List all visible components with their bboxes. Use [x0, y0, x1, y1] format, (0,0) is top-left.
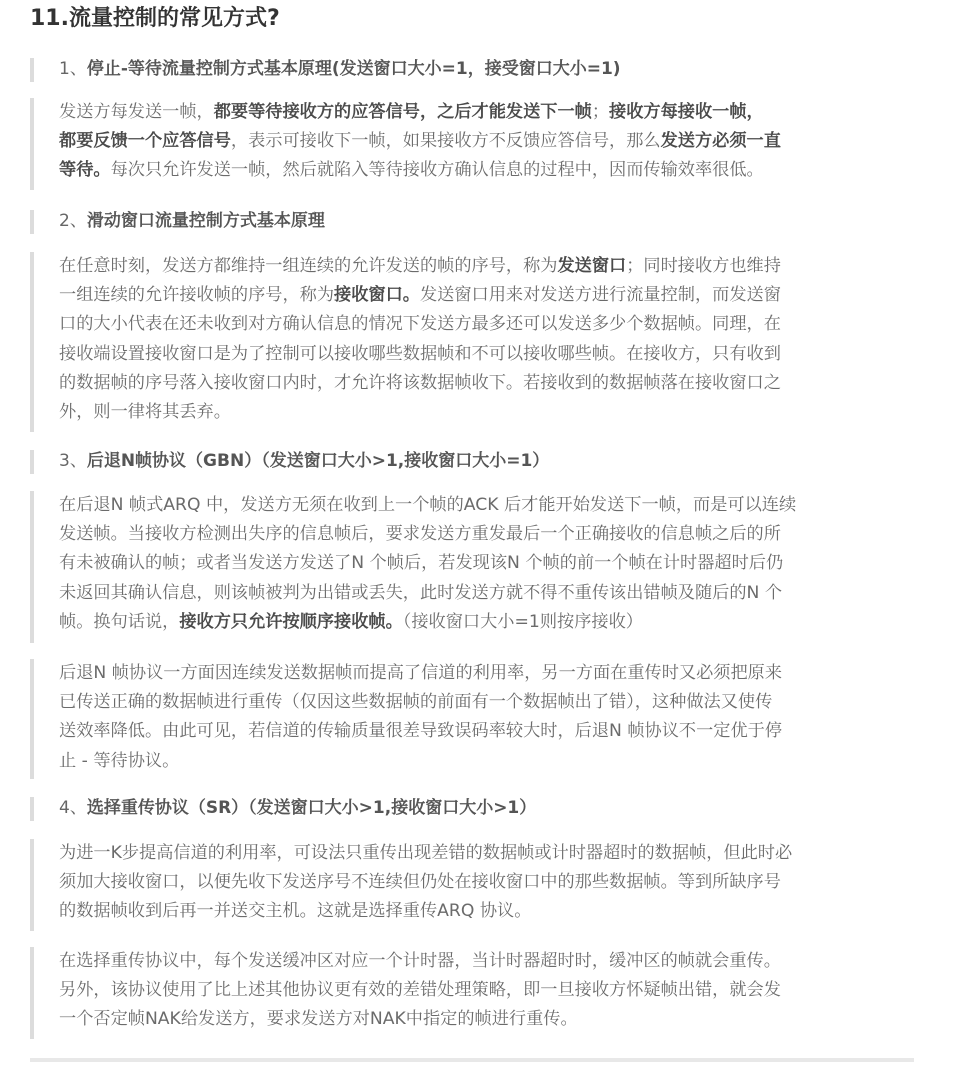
paragraph-line: 为进一K步提高信道的利用率，可设法只重传出现差错的数据帧或计时器超时的数据帧，但此时必	[59, 843, 793, 863]
section-2-heading-quote	[30, 210, 914, 234]
text-run: （接收窗口大小=1则按序接收）	[402, 611, 643, 632]
section-2-paragraph-quote	[30, 252, 914, 432]
paragraph-line	[59, 252, 914, 281]
section-1-heading	[59, 58, 914, 80]
text-run: 帧。换句话说，	[59, 611, 180, 632]
section-4-paragraph-1-quote	[30, 839, 914, 931]
paragraph-line: 未返回其确认信息，则该帧被判为出错或丢失，此时发送方就不得不重传该出错帧及随后的N 个	[59, 582, 783, 603]
bold-run: 接收方只允许按顺序接收帧。	[179, 611, 403, 632]
page-title: 11.流量控制的常见方式?	[30, 6, 280, 31]
paragraph-line: 接收端设置接收窗口是为了控制可以接收哪些数据帧和不可以接收哪些帧。在接收方，只有收到	[59, 343, 781, 364]
section-3-paragraph-2	[59, 659, 914, 776]
bold-run: 接收窗口。	[334, 285, 420, 306]
paragraph-line: 另外，该协议使用了比上述其他协议更有效的差错处理策略，即一旦接收方怀疑帧出错，就会发	[59, 980, 781, 1001]
bold-run: 发送窗口	[557, 256, 627, 276]
paragraph-line: 在选择重传协议中，每个发送缓冲区对应一个计时器，当计时器超时时，缓冲区的帧就会重传。	[59, 951, 781, 971]
text-run: 每次只允许发送一帧，然后就陷入等待接收方确认信息的过程中，因而传输效率很低。	[110, 160, 764, 181]
paragraph-line: 后退N 帧协议一方面因连续发送数据帧而提高了信道的利用率，另一方面在重传时又必须把原来	[59, 663, 783, 683]
bold-run: 都要等待接收方的应答信号，之后才能发送下一帧	[213, 102, 592, 122]
section-2-heading-text: 滑动窗口流量控制方式基本原理	[86, 211, 325, 231]
section-4-number: 4、	[59, 798, 87, 818]
section-1-paragraph	[59, 98, 914, 186]
paragraph-line: 的数据帧收到后再一并送交主机。这就是选择重传ARQ 协议。	[59, 901, 532, 922]
text-run: ；	[591, 102, 610, 122]
paragraph-line	[59, 98, 914, 127]
section-3-paragraph-2-quote	[30, 659, 914, 779]
section-2-heading	[59, 210, 914, 232]
section-4-paragraph-2	[59, 947, 914, 1035]
paragraph-line: 口的大小代表在还未收到对方确认信息的情况下发送方最多还可以发送多少个数据帧。同理，在	[59, 314, 781, 335]
section-1-paragraph-quote	[30, 98, 914, 190]
section-4-paragraph-2-quote	[30, 947, 914, 1039]
section-2-number: 2、	[59, 211, 87, 231]
section-3-number: 3、	[59, 451, 87, 471]
paragraph-line: 须加大接收窗口，以便先收下发送序号不连续但仍处在接收窗口中的那些数据帧。等到所缺序号	[59, 872, 781, 893]
paragraph-line	[59, 281, 914, 310]
paragraph-line	[59, 156, 914, 185]
bold-run: 等待。	[59, 160, 111, 181]
text-run: 发送窗口用来对发送方进行流量控制，而发送窗	[419, 285, 781, 306]
paragraph-line: 一个否定帧NAK给发送方，要求发送方对NAK中指定的帧进行重传。	[59, 1009, 578, 1030]
paragraph-line: 外，则一律将其丢弃。	[59, 402, 231, 423]
section-4-heading-quote	[30, 797, 914, 821]
section-4-heading-text: 选择重传协议（SR）（发送窗口大小>1,接收窗口大小>1）	[86, 798, 537, 818]
section-2-paragraph	[59, 252, 914, 427]
paragraph-line	[59, 127, 914, 156]
paragraph-line: 的数据帧的序号落入接收窗口内时，才允许将该数据帧收下。若接收到的数据帧落在接收窗口之	[59, 372, 781, 393]
section-3-paragraph-1	[59, 491, 914, 637]
section-3-heading-quote	[30, 450, 914, 474]
section-3-paragraph-1-quote	[30, 491, 914, 643]
section-4-paragraph-1	[59, 839, 914, 927]
paragraph-line: 在后退N 帧式ARQ 中，发送方无须在收到上一个帧的ACK 后才能开始发送下一帧，而是可以连续	[59, 495, 797, 515]
paragraph-line: 有未被确认的帧；或者当发送方发送了N 个帧后，若发现该N 个帧的前一个帧在计时器超时后仍	[59, 553, 784, 574]
text-run: ；同时接收方也维持	[626, 256, 781, 276]
section-1-number: 1、	[59, 59, 87, 79]
section-1-heading-text: 停止-等待流量控制方式基本原理(发送窗口大小=1，接受窗口大小=1)	[86, 59, 621, 79]
text-run: 在任意时刻，发送方都维持一组连续的允许发送的帧的序号，称为	[59, 256, 558, 276]
section-1-heading-quote	[30, 58, 914, 82]
text-run: 一组连续的允许接收帧的序号，称为	[59, 285, 335, 306]
section-3-heading	[59, 450, 914, 472]
paragraph-line: 止 - 等待协议。	[59, 750, 180, 771]
bold-run: 发送方必须一直	[660, 131, 781, 152]
bold-run: 接收方每接收一帧，	[609, 102, 764, 122]
text-run: 发送方每发送一帧，	[59, 102, 214, 122]
horizontal-rule	[30, 1058, 914, 1062]
text-run: ，表示可接收下一帧，如果接收方不反馈应答信号，那么	[230, 131, 661, 152]
section-3-heading-text: 后退N帧协议（GBN）（发送窗口大小>1,接收窗口大小=1）	[86, 451, 550, 471]
section-4-heading	[59, 797, 914, 819]
paragraph-line: 已传送正确的数据帧进行重传（仅因这些数据帧的前面有一个数据帧出了错），这种做法又使传	[59, 692, 773, 713]
bold-run: 都要反馈一个应答信号	[59, 131, 231, 152]
paragraph-line: 发送帧。当接收方检测出失序的信息帧后，要求发送方重发最后一个正确接收的信息帧之后的所	[59, 524, 781, 545]
paragraph-line	[59, 608, 914, 637]
paragraph-line: 送效率降低。由此可见，若信道的传输质量很差导致误码率较大时，后退N 帧协议不一定优于停	[59, 721, 783, 742]
